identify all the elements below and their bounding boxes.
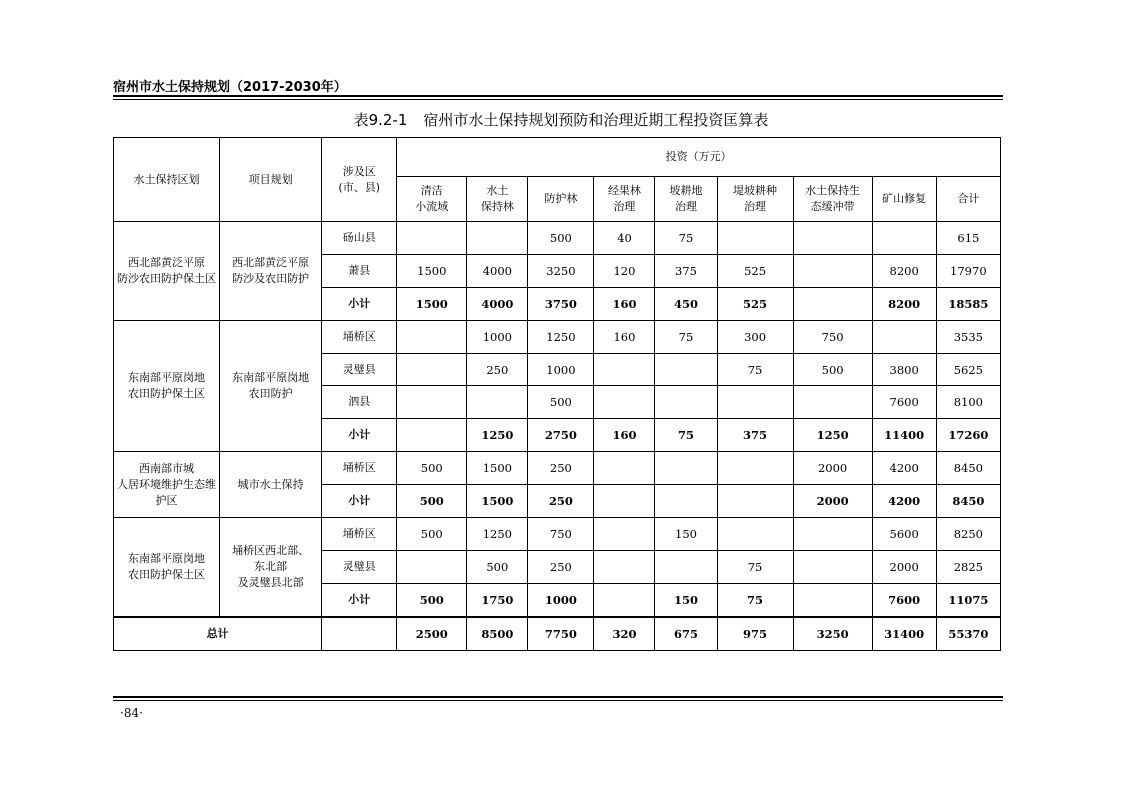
value-cell: 120 <box>594 254 655 287</box>
value-cell: 4000 <box>467 254 528 287</box>
value-cell <box>717 222 793 255</box>
project-cell: 城市水土保持 <box>220 452 322 518</box>
footer-rule <box>113 696 1003 698</box>
value-cell: 250 <box>528 452 594 485</box>
total-value-cell: 3250 <box>793 617 872 651</box>
header-sub-col: 经果林 治理 <box>594 177 655 222</box>
area-cell: 埇桥区 <box>322 320 397 353</box>
total-row <box>114 617 1001 651</box>
table-row <box>114 320 1001 353</box>
table-row <box>114 452 1001 485</box>
value-cell: 250 <box>528 485 594 518</box>
region-cell: 东南部平原岗地 农田防护保土区 <box>114 320 220 452</box>
value-cell: 5625 <box>936 353 1000 386</box>
header-sub-col: 清洁 小流域 <box>397 177 467 222</box>
area-cell: 砀山县 <box>322 222 397 255</box>
value-cell: 160 <box>594 320 655 353</box>
value-cell: 750 <box>528 518 594 551</box>
value-cell: 11075 <box>936 583 1000 616</box>
value-cell: 2000 <box>872 550 936 583</box>
header-sub-col: 坡耕地 治理 <box>655 177 717 222</box>
value-cell <box>793 386 872 419</box>
total-value-cell: 975 <box>717 617 793 651</box>
area-cell: 泗县 <box>322 386 397 419</box>
value-cell <box>655 353 717 386</box>
total-value-cell: 2500 <box>397 617 467 651</box>
header-project: 项目规划 <box>220 138 322 222</box>
value-cell <box>793 287 872 320</box>
value-cell <box>594 583 655 616</box>
value-cell: 500 <box>528 386 594 419</box>
value-cell <box>467 386 528 419</box>
value-cell: 17260 <box>936 419 1000 452</box>
area-cell: 萧县 <box>322 254 397 287</box>
header-sub-col: 水土 保持林 <box>467 177 528 222</box>
value-cell: 2825 <box>936 550 1000 583</box>
page-number: ·84· <box>120 706 143 720</box>
value-cell <box>397 550 467 583</box>
value-cell <box>594 353 655 386</box>
project-cell: 埇桥区西北部、 东北部 及灵璧县北部 <box>220 518 322 617</box>
area-cell: 小计 <box>322 419 397 452</box>
value-cell: 1750 <box>467 583 528 616</box>
value-cell: 375 <box>655 254 717 287</box>
value-cell: 750 <box>793 320 872 353</box>
value-cell: 40 <box>594 222 655 255</box>
value-cell <box>594 485 655 518</box>
value-cell: 11400 <box>872 419 936 452</box>
value-cell: 7600 <box>872 386 936 419</box>
value-cell: 8450 <box>936 485 1000 518</box>
value-cell: 75 <box>655 419 717 452</box>
value-cell <box>397 353 467 386</box>
total-area-empty <box>322 617 397 651</box>
value-cell <box>655 550 717 583</box>
value-cell: 450 <box>655 287 717 320</box>
value-cell: 250 <box>467 353 528 386</box>
value-cell <box>594 518 655 551</box>
project-cell: 西北部黄泛平原 防沙及农田防护 <box>220 222 322 321</box>
total-value-cell: 55370 <box>936 617 1000 651</box>
value-cell: 150 <box>655 518 717 551</box>
header-sub-col: 合计 <box>936 177 1000 222</box>
header-rule-thin <box>113 99 1003 100</box>
value-cell <box>793 550 872 583</box>
value-cell <box>872 222 936 255</box>
value-cell: 525 <box>717 254 793 287</box>
value-cell: 1250 <box>793 419 872 452</box>
value-cell <box>717 518 793 551</box>
value-cell: 500 <box>397 485 467 518</box>
value-cell: 500 <box>397 583 467 616</box>
value-cell <box>793 583 872 616</box>
value-cell <box>594 386 655 419</box>
header-region: 水土保持区划 <box>114 138 220 222</box>
area-cell: 灵璧县 <box>322 353 397 386</box>
investment-table <box>113 137 1001 651</box>
value-cell: 75 <box>717 583 793 616</box>
value-cell: 1250 <box>528 320 594 353</box>
value-cell <box>397 419 467 452</box>
value-cell: 75 <box>655 222 717 255</box>
value-cell: 4200 <box>872 452 936 485</box>
region-cell: 西北部黄泛平原 防沙农田防护保土区 <box>114 222 220 321</box>
value-cell: 75 <box>717 550 793 583</box>
total-label: 总计 <box>114 617 322 651</box>
table-title <box>0 109 1122 130</box>
value-cell: 160 <box>594 419 655 452</box>
table-number: 表9.2-1 <box>353 111 408 129</box>
value-cell: 8250 <box>936 518 1000 551</box>
value-cell: 1000 <box>528 353 594 386</box>
table-title-text: 宿州市水土保持规划预防和治理近期工程投资匡算表 <box>423 111 769 129</box>
value-cell: 3535 <box>936 320 1000 353</box>
value-cell: 3750 <box>528 287 594 320</box>
value-cell <box>467 222 528 255</box>
total-value-cell: 31400 <box>872 617 936 651</box>
value-cell: 8200 <box>872 254 936 287</box>
value-cell: 8450 <box>936 452 1000 485</box>
value-cell <box>717 386 793 419</box>
value-cell: 1000 <box>467 320 528 353</box>
value-cell: 1250 <box>467 419 528 452</box>
value-cell <box>655 386 717 419</box>
area-cell: 小计 <box>322 583 397 616</box>
value-cell: 615 <box>936 222 1000 255</box>
value-cell: 8200 <box>872 287 936 320</box>
header-area: 涉及区 (市、县) <box>322 138 397 222</box>
header-sub-col: 水土保持生 态缓冲带 <box>793 177 872 222</box>
value-cell: 1000 <box>528 583 594 616</box>
value-cell: 1500 <box>397 254 467 287</box>
value-cell: 7600 <box>872 583 936 616</box>
header-rule <box>113 95 1003 97</box>
region-cell: 东南部平原岗地 农田防护保土区 <box>114 518 220 617</box>
value-cell: 75 <box>717 353 793 386</box>
value-cell <box>655 452 717 485</box>
value-cell <box>793 518 872 551</box>
value-cell: 17970 <box>936 254 1000 287</box>
value-cell: 8100 <box>936 386 1000 419</box>
header-investment: 投资（万元） <box>397 138 1001 177</box>
value-cell <box>594 550 655 583</box>
value-cell: 500 <box>793 353 872 386</box>
value-cell: 2000 <box>793 452 872 485</box>
total-value-cell: 7750 <box>528 617 594 651</box>
value-cell: 1500 <box>467 452 528 485</box>
value-cell: 3800 <box>872 353 936 386</box>
value-cell: 160 <box>594 287 655 320</box>
value-cell <box>717 452 793 485</box>
value-cell <box>655 485 717 518</box>
value-cell: 18585 <box>936 287 1000 320</box>
value-cell: 500 <box>397 452 467 485</box>
document-header: 宿州市水土保持规划（2017-2030年） <box>113 80 347 95</box>
value-cell: 4200 <box>872 485 936 518</box>
header-sub-col: 堤坡耕种 治理 <box>717 177 793 222</box>
table-body <box>114 138 1001 651</box>
area-cell: 埇桥区 <box>322 518 397 551</box>
value-cell: 500 <box>397 518 467 551</box>
table-row <box>114 518 1001 551</box>
header-sub-col: 防护林 <box>528 177 594 222</box>
value-cell: 250 <box>528 550 594 583</box>
value-cell: 2000 <box>793 485 872 518</box>
value-cell <box>594 452 655 485</box>
project-cell: 东南部平原岗地 农田防护 <box>220 320 322 452</box>
value-cell: 2750 <box>528 419 594 452</box>
total-value-cell: 675 <box>655 617 717 651</box>
total-value-cell: 8500 <box>467 617 528 651</box>
area-cell: 埇桥区 <box>322 452 397 485</box>
table-row <box>114 222 1001 255</box>
value-cell <box>397 222 467 255</box>
value-cell <box>397 386 467 419</box>
value-cell: 4000 <box>467 287 528 320</box>
value-cell: 150 <box>655 583 717 616</box>
value-cell: 1500 <box>397 287 467 320</box>
value-cell <box>793 222 872 255</box>
value-cell <box>872 320 936 353</box>
value-cell <box>793 254 872 287</box>
area-cell: 小计 <box>322 287 397 320</box>
value-cell: 300 <box>717 320 793 353</box>
area-cell: 灵璧县 <box>322 550 397 583</box>
region-cell: 西南部市城 人居环境维护生态维 护区 <box>114 452 220 518</box>
value-cell: 525 <box>717 287 793 320</box>
value-cell: 3250 <box>528 254 594 287</box>
value-cell: 75 <box>655 320 717 353</box>
footer-rule-thin <box>113 700 1003 701</box>
value-cell: 500 <box>528 222 594 255</box>
value-cell <box>717 485 793 518</box>
header-sub-col: 矿山修复 <box>872 177 936 222</box>
value-cell: 375 <box>717 419 793 452</box>
value-cell: 5600 <box>872 518 936 551</box>
value-cell: 1500 <box>467 485 528 518</box>
value-cell: 500 <box>467 550 528 583</box>
value-cell <box>397 320 467 353</box>
total-value-cell: 320 <box>594 617 655 651</box>
value-cell: 1250 <box>467 518 528 551</box>
area-cell: 小计 <box>322 485 397 518</box>
